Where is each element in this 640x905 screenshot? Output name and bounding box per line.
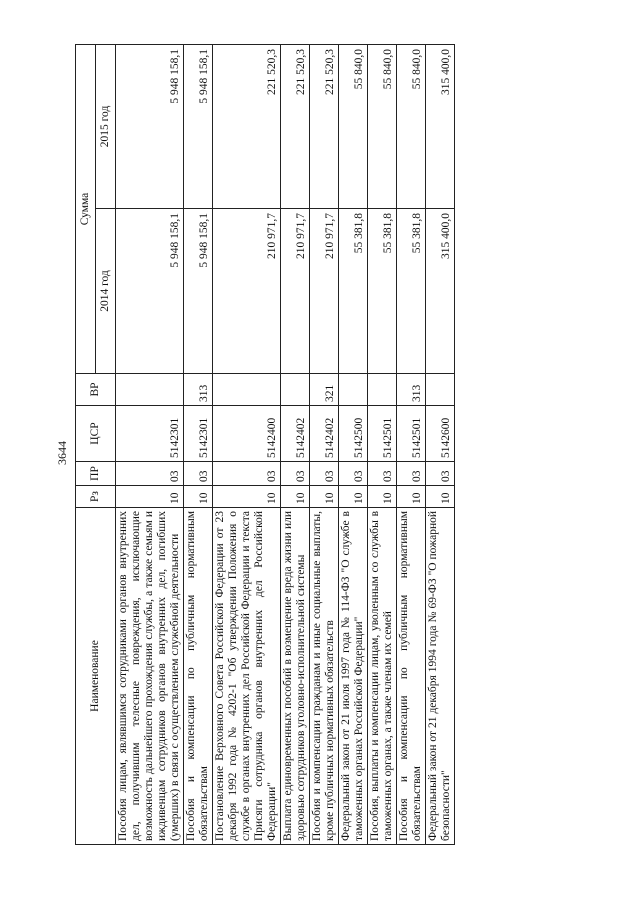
row-sum-2014: 55 381,8 xyxy=(397,209,426,374)
header-name: Наименование xyxy=(76,508,116,845)
row-pr: 03 xyxy=(426,462,455,486)
row-sum-2015: 55 840,0 xyxy=(339,44,368,208)
table-row xyxy=(310,44,339,844)
row-vr xyxy=(116,374,184,406)
row-rz: 10 xyxy=(397,486,426,508)
row-name: Выплата единовременных пособий в возмещение вреда жизни или здоровью сотрудников уголовно-исполнительной системы xyxy=(281,508,310,845)
header-2015: 2015 год xyxy=(96,44,116,208)
row-csr: 5142402 xyxy=(310,406,339,462)
budget-table xyxy=(75,44,455,845)
row-rz: 10 xyxy=(116,486,184,508)
row-csr: 5142402 xyxy=(281,406,310,462)
table-body xyxy=(116,44,455,844)
row-vr xyxy=(426,374,455,406)
row-csr: 5142301 xyxy=(116,406,184,462)
row-vr xyxy=(213,374,281,406)
row-sum-2014: 210 971,7 xyxy=(213,209,281,374)
row-sum-2015: 221 520,3 xyxy=(281,44,310,208)
row-name: Пособия и компенсации по публичным нормативным обязательствам xyxy=(184,508,213,845)
page-number: 3644 xyxy=(55,441,69,465)
row-vr xyxy=(339,374,368,406)
row-pr: 03 xyxy=(281,462,310,486)
row-vr xyxy=(368,374,397,406)
header-vr: ВР xyxy=(76,374,116,406)
row-vr: 313 xyxy=(184,374,213,406)
row-pr: 03 xyxy=(310,462,339,486)
row-name: Постановление Верховного Совета Российской Федерации от 23 декабря 1992 года № 4202-1 "Об утверждении Положения о службе в органах внутренних дел Российской Федерации и текста Присяги сотрудника органов внутренних дел Российской Федерации" xyxy=(213,508,281,845)
row-pr: 03 xyxy=(116,462,184,486)
table-row xyxy=(116,44,184,844)
row-sum-2014: 5 948 158,1 xyxy=(116,209,184,374)
row-pr: 03 xyxy=(339,462,368,486)
row-rz: 10 xyxy=(310,486,339,508)
row-rz: 10 xyxy=(184,486,213,508)
table-row xyxy=(426,44,455,844)
row-csr: 5142301 xyxy=(184,406,213,462)
table-row xyxy=(281,44,310,844)
row-sum-2014: 210 971,7 xyxy=(281,209,310,374)
row-name: Пособия и компенсации гражданам и иные социальные выплаты, кроме публичных нормативных обязательств xyxy=(310,508,339,845)
row-sum-2014: 5 948 158,1 xyxy=(184,209,213,374)
row-sum-2015: 221 520,3 xyxy=(310,44,339,208)
header-2014: 2014 год xyxy=(96,209,116,374)
header-sum: Сумма xyxy=(76,44,96,373)
table-row xyxy=(368,44,397,844)
row-rz: 10 xyxy=(213,486,281,508)
row-vr: 321 xyxy=(310,374,339,406)
row-pr: 03 xyxy=(397,462,426,486)
row-vr: 313 xyxy=(397,374,426,406)
row-sum-2015: 5 948 158,1 xyxy=(116,44,184,208)
row-csr: 5142501 xyxy=(368,406,397,462)
row-sum-2014: 55 381,8 xyxy=(368,209,397,374)
row-name: Пособия и компенсации по публичным нормативным обязательствам xyxy=(397,508,426,845)
row-sum-2015: 5 948 158,1 xyxy=(184,44,213,208)
row-sum-2015: 221 520,3 xyxy=(213,44,281,208)
row-sum-2014: 315 400,0 xyxy=(426,209,455,374)
row-sum-2015: 55 840,0 xyxy=(397,44,426,208)
row-csr: 5142600 xyxy=(426,406,455,462)
row-sum-2014: 55 381,8 xyxy=(339,209,368,374)
row-csr: 5142500 xyxy=(339,406,368,462)
row-rz: 10 xyxy=(281,486,310,508)
row-pr: 03 xyxy=(213,462,281,486)
row-rz: 10 xyxy=(339,486,368,508)
row-sum-2014: 210 971,7 xyxy=(310,209,339,374)
row-rz: 10 xyxy=(368,486,397,508)
row-rz: 10 xyxy=(426,486,455,508)
table-row xyxy=(339,44,368,844)
row-pr: 03 xyxy=(184,462,213,486)
row-sum-2015: 55 840,0 xyxy=(368,44,397,208)
table-row xyxy=(184,44,213,844)
header-csr: ЦСР xyxy=(76,406,116,462)
row-csr: 5142400 xyxy=(213,406,281,462)
table-row xyxy=(213,44,281,844)
header-rz: Рз xyxy=(76,486,116,508)
row-name: Федеральный закон от 21 декабря 1994 года № 69-ФЗ "О пожарной безопасности" xyxy=(426,508,455,845)
header-pr: ПР xyxy=(76,462,116,486)
table-row xyxy=(397,44,426,844)
row-vr xyxy=(281,374,310,406)
table-header xyxy=(76,44,116,844)
row-pr: 03 xyxy=(368,462,397,486)
row-name: Пособия, выплаты и компенсации лицам, уволенным со службы в таможенных органах, а также членам их семей xyxy=(368,508,397,845)
row-name: Федеральный закон от 21 июля 1997 года № 114-ФЗ "О службе в таможенных органах Российской Федерации" xyxy=(339,508,368,845)
row-csr: 5142501 xyxy=(397,406,426,462)
row-sum-2015: 315 400,0 xyxy=(426,44,455,208)
row-name: Пособия лицам, являвшимся сотрудниками органов внутренних дел, получившим телесные повреждения, исключающие возможность дальнейшего прохождения службы, а также семьям и иждивенцам сотрудников органов внутренних дел, погибших (умерших) в связи с осуществлением служебной деятельности xyxy=(116,508,184,845)
